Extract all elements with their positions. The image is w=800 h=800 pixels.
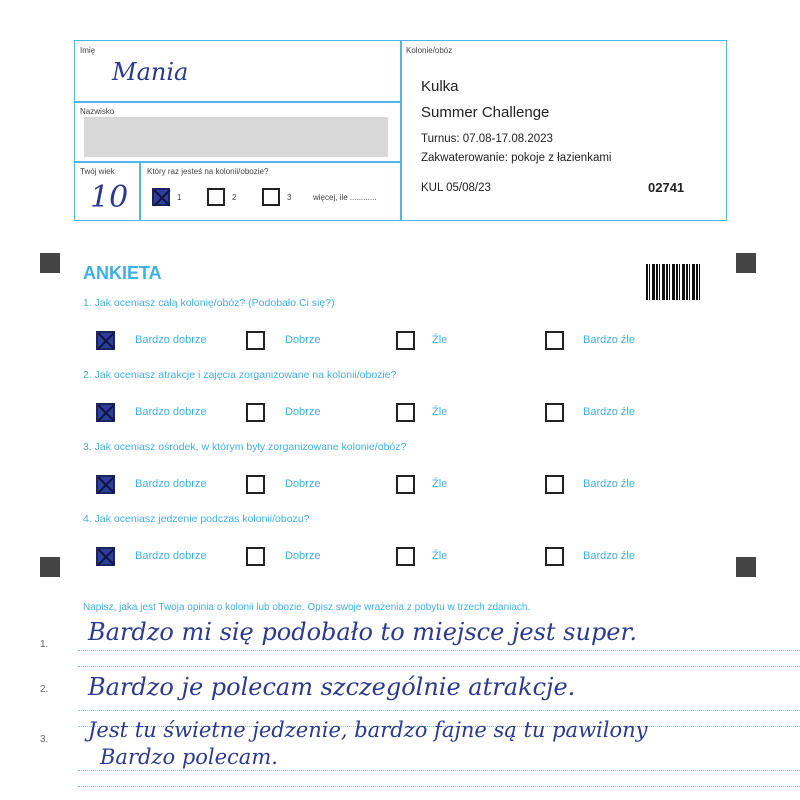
alignment-marker — [40, 557, 60, 577]
rating-option-label: Bardzo dobrze — [135, 406, 207, 418]
rating-checkbox[interactable] — [545, 403, 564, 422]
rating-checkbox[interactable] — [246, 475, 265, 494]
rating-checkbox[interactable] — [396, 547, 415, 566]
alignment-marker — [40, 253, 60, 273]
rating-option-label: Źle — [432, 406, 448, 418]
rating-checkbox[interactable] — [96, 475, 115, 494]
rating-option-label: Dobrze — [285, 550, 321, 562]
age-value: 10 — [90, 180, 129, 215]
handwritten-answer: Bardzo polecam. — [100, 745, 278, 769]
rating-checkbox[interactable] — [96, 547, 115, 566]
times-option-2: 2 — [232, 193, 237, 202]
line-number: 2. — [40, 684, 49, 695]
rating-option-label: Bardzo dobrze — [135, 478, 207, 490]
dotted-line — [78, 710, 800, 711]
times-more: więcej, ile ............ — [313, 193, 377, 202]
dotted-line — [78, 650, 800, 651]
name-value: Mania — [112, 58, 189, 86]
rating-option-label: Źle — [432, 550, 448, 562]
times-label: Który raz jesteś na kolonii/obozie? — [147, 167, 269, 176]
survey-title: ANKIETA — [83, 263, 162, 283]
times-option-1: 1 — [177, 193, 182, 202]
age-label: Twój wiek — [80, 167, 115, 176]
rating-checkbox[interactable] — [396, 475, 415, 494]
rating-option-label: Bardzo źle — [583, 406, 635, 418]
handwritten-answer: Bardzo mi się podobało to miejsce jest super. — [88, 618, 637, 646]
rating-checkbox[interactable] — [246, 547, 265, 566]
line-number: 1. — [40, 639, 49, 650]
rating-option-label: Bardzo dobrze — [135, 334, 207, 346]
rating-option-label: Bardzo źle — [583, 550, 635, 562]
handwritten-answer: Bardzo je polecam szczególnie atrakcje. — [88, 673, 576, 701]
redacted-surname — [84, 117, 388, 157]
rating-option-label: Dobrze — [285, 406, 321, 418]
dotted-line — [78, 770, 800, 771]
rating-checkbox[interactable] — [545, 547, 564, 566]
dotted-line — [78, 786, 800, 787]
camp-code: KUL 05/08/23 — [421, 182, 491, 194]
surname-label: Nazwisko — [80, 107, 115, 116]
rating-option-label: Dobrze — [285, 478, 321, 490]
rating-option-label: Dobrze — [285, 334, 321, 346]
rating-checkbox[interactable] — [96, 331, 115, 350]
rating-option-label: Bardzo źle — [583, 478, 635, 490]
rating-checkbox[interactable] — [545, 331, 564, 350]
rating-checkbox[interactable] — [396, 331, 415, 350]
form-number: 02741 — [648, 180, 685, 195]
question-text: 4. Jak oceniasz jedzenie podczas kolonii/obozu? — [83, 513, 310, 525]
times-checkbox-3[interactable] — [262, 188, 280, 206]
barcode — [646, 264, 700, 300]
line-number: 3. — [40, 734, 49, 745]
question-text: 3. Jak oceniasz ośrodek, w którym były zorganizowane kolonie/obóz? — [83, 441, 407, 453]
question-text: 2. Jak oceniasz atrakcje i zajęcia zorganizowane na kolonii/obozie? — [83, 369, 397, 381]
rating-option-label: Źle — [432, 478, 448, 490]
rating-option-label: Bardzo dobrze — [135, 550, 207, 562]
turnus: Turnus: 07.08-17.08.2023 — [421, 133, 553, 145]
opinion-prompt: Napisz, jaka jest Twoja opinia o kolonii lub obozie. Opisz swoje wrażenia z pobytu w trzech zdaniach. — [83, 602, 531, 613]
rating-checkbox[interactable] — [96, 403, 115, 422]
camp-label: Kolonie/obóz — [406, 46, 453, 55]
rating-option-label: Bardzo źle — [583, 334, 635, 346]
times-checkbox-1[interactable] — [152, 188, 170, 206]
name-label: Imię — [80, 46, 96, 55]
alignment-marker — [736, 557, 756, 577]
times-option-3: 3 — [287, 193, 292, 202]
rating-option-label: Źle — [432, 334, 448, 346]
rating-checkbox[interactable] — [246, 331, 265, 350]
rating-checkbox[interactable] — [246, 403, 265, 422]
dotted-line — [78, 666, 800, 667]
camp-program: Summer Challenge — [421, 104, 550, 121]
handwritten-answer: Jest tu świetne jedzenie, bardzo fajne są tu pawilony — [88, 718, 648, 742]
alignment-marker — [736, 253, 756, 273]
question-text: 1. Jak oceniasz całą kolonię/obóz? (Podobało Ci się?) — [83, 297, 335, 309]
rating-checkbox[interactable] — [545, 475, 564, 494]
accommodation: Zakwaterowanie: pokoje z łazienkami — [421, 152, 612, 164]
times-checkbox-2[interactable] — [207, 188, 225, 206]
camp-name: Kulka — [421, 78, 459, 95]
rating-checkbox[interactable] — [396, 403, 415, 422]
